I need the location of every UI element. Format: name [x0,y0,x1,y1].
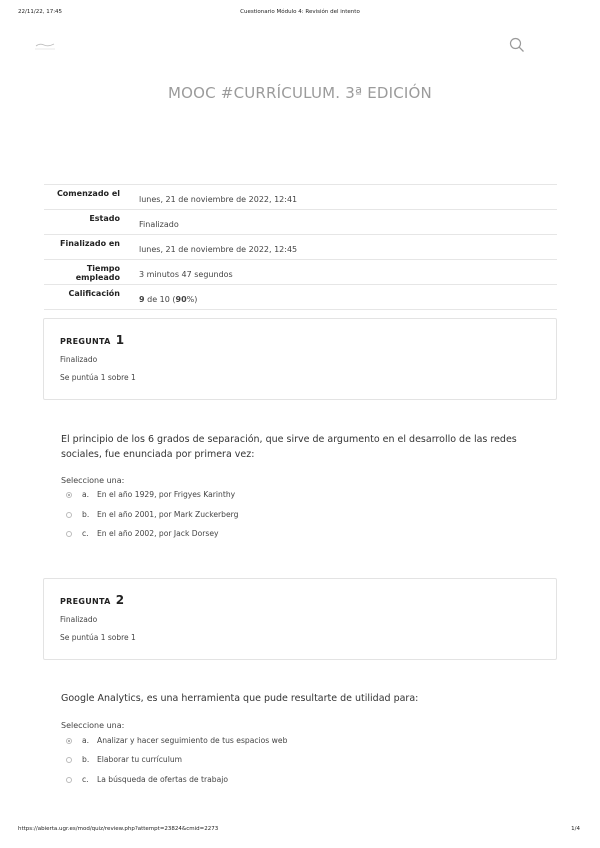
radio-icon[interactable] [66,757,72,763]
option-text: Analizar y hacer seguimiento de tus espacios web [97,736,288,745]
question-1-option-b[interactable] [66,510,238,519]
question-2-option-a[interactable] [66,736,287,745]
summary-row-state [44,210,557,235]
option-letter: b. [82,510,90,519]
summary-row-time [44,260,557,285]
option-text: Elaborar tu currículum [97,755,183,764]
option-text: La búsqueda de ofertas de trabajo [97,775,228,784]
option-letter: c. [82,529,89,538]
question-label: PREGUNTA [60,597,111,606]
question-1-info [43,318,557,400]
summary-row-started [44,185,557,210]
print-date: 22/11/22, 17:45 [18,9,63,15]
option-text: En el año 2001, por Mark Zuckerberg [97,510,239,519]
radio-icon[interactable] [66,512,72,518]
question-2-heading [60,593,124,607]
question-2-info [43,578,557,660]
print-doc-title: Cuestionario Módulo 4: Revisión del intento [240,9,360,15]
print-page-number: 1/4 [571,826,580,832]
question-2-option-b[interactable] [66,755,182,764]
grade-percent: 90 [175,295,187,304]
grade-label: Calificación [68,289,120,298]
started-value: lunes, 21 de noviembre de 2022, 12:41 [139,195,298,204]
radio-checked-icon[interactable] [66,492,72,498]
option-text: En el año 2002, por Jack Dorsey [97,529,219,538]
grade-end: %) [186,295,198,304]
time-label: Tiempo empleado [75,264,120,282]
grade-value [139,285,197,309]
state-value: Finalizado [139,220,179,229]
question-1-grade: Se puntúa 1 sobre 1 [60,373,136,382]
option-letter: a. [82,736,90,745]
question-1-state: Finalizado [60,355,98,364]
started-label: Comenzado el [56,189,120,198]
question-2-grade: Se puntúa 1 sobre 1 [60,633,136,642]
question-2-state: Finalizado [60,615,98,624]
summary-row-grade [44,285,557,310]
search-icon[interactable] [509,37,525,53]
question-1-option-a[interactable] [66,490,235,499]
radio-icon[interactable] [66,777,72,783]
option-letter: b. [82,755,90,764]
question-number: 1 [115,333,125,347]
option-letter: c. [82,775,89,784]
grade-middle: de 10 ( [144,295,176,304]
print-url: https://abierta.ugr.es/mod/quiz/review.php?attempt=23824&cmid=2273 [18,826,219,832]
question-2-prompt: Seleccione una: [61,721,125,730]
finished-label: Finalizado en [60,239,120,248]
question-2-text: Google Analytics, es una herramienta que pude resultarte de utilidad para: [61,693,419,704]
time-value: 3 minutos 47 segundos [139,270,233,279]
grade-score: 9 [139,295,145,304]
state-label: Estado [89,214,120,223]
site-logo[interactable] [34,41,56,51]
radio-icon[interactable] [66,531,72,537]
summary-row-finished [44,235,557,260]
option-text: En el año 1929, por Frigyes Karinthy [97,490,236,499]
print-header [0,9,600,21]
finished-value: lunes, 21 de noviembre de 2022, 12:45 [139,245,298,254]
print-footer [0,826,600,838]
question-2-option-c[interactable] [66,775,228,784]
question-1-heading [60,333,124,347]
course-title: MOOC #CURRÍCULUM. 3ª EDICIÓN [168,84,432,102]
attempt-summary-table [44,184,557,310]
question-1-prompt: Seleccione una: [61,476,125,485]
question-number: 2 [115,593,125,607]
question-1-option-c[interactable] [66,529,219,538]
question-label: PREGUNTA [60,337,111,346]
radio-checked-icon[interactable] [66,738,72,744]
option-letter: a. [82,490,90,499]
question-1-text: El principio de los 6 grados de separación, que sirve de argumento en el desarrollo de las redes sociales, fue enunciada por primera vez: [61,434,517,460]
